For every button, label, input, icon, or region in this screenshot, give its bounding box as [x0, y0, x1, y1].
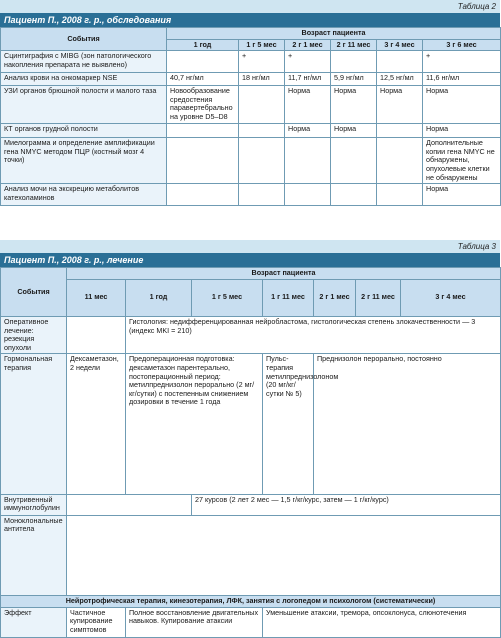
table-cell: 12,5 нг/мл	[377, 73, 423, 86]
table-cell	[377, 51, 423, 73]
table-cell	[331, 184, 377, 206]
table-cell	[67, 515, 501, 595]
table-cell: Норма	[377, 86, 423, 124]
table-cell: Пульс-терапия метилпреднизолоном (20 мг/кг/сутки № 5)	[263, 354, 314, 495]
col-header: 3 г 4 мес	[401, 279, 501, 316]
table-3-block	[0, 240, 500, 638]
table-row	[1, 86, 501, 124]
table-cell	[285, 184, 331, 206]
age-header: Возраст пациента	[167, 28, 501, 40]
table-cell: Норма	[331, 124, 377, 138]
table-cell: Норма	[331, 86, 377, 124]
table-cell: Норма	[423, 124, 501, 138]
col-header: 1 г 5 мес	[239, 39, 285, 51]
table-cell	[239, 86, 285, 124]
row-label: Анализ мочи на экскрецию метаболитов катехоламинов	[1, 184, 167, 206]
section-row	[1, 596, 501, 608]
table-cell: Дополнительные копии гена NMYC не обнаружены, опухолевые клетки не обнаружены	[423, 138, 501, 184]
table-cell	[167, 184, 239, 206]
table-2	[0, 27, 501, 206]
table-cell	[377, 138, 423, 184]
table-cell	[167, 124, 239, 138]
table-3-header-row-2	[1, 279, 501, 316]
age-header: Возраст пациента	[67, 268, 501, 280]
table-separator	[0, 230, 500, 240]
table-row	[1, 494, 501, 515]
col-header: 2 г 11 мес	[356, 279, 401, 316]
table-row	[1, 124, 501, 138]
section-header: Нейротрофическая терапия, кинезотерапия, ЛФК, занятия с логопедом и психологом (систематически)	[1, 596, 501, 608]
col-header: 3 г 6 мес	[423, 39, 501, 51]
table-3-header-row-1	[1, 268, 501, 280]
row-label: Анализ крови на онкомаркер NSE	[1, 73, 167, 86]
row-label: Миелограмма и определение амплификации гена NMYC методом ПЦР (костный мозг 4 точки)	[1, 138, 167, 184]
col-header: 2 г 1 мес	[314, 279, 356, 316]
table-row	[1, 51, 501, 73]
table-cell: Предоперационная подготовка: дексаметазон парентерально, постоперационный период: метилпреднизолон перорально (2 мг/кг/сутки) с постепенным снижением дозировки в течение 1 года	[126, 354, 263, 495]
table-row	[1, 184, 501, 206]
table-cell	[167, 51, 239, 73]
table-row	[1, 607, 501, 637]
table-cell: +	[423, 51, 501, 73]
table-row	[1, 73, 501, 86]
row-label: Эффект	[1, 607, 67, 637]
table-cell: Уменьшение атаксии, тремора, опсоклонуса, слюнотечения	[263, 607, 501, 637]
table-2-block	[0, 0, 500, 206]
table-cell: 18 нг/мл	[239, 73, 285, 86]
table-cell	[377, 124, 423, 138]
table-cell: Полное восстановление двигательных навыков. Купирование атаксии	[126, 607, 263, 637]
col-header: 1 г 11 мес	[263, 279, 314, 316]
table-cell: Преднизолон перорально, постоянно	[314, 354, 501, 495]
table-cell: 40,7 нг/мл	[167, 73, 239, 86]
row-label: Внутривенный иммуноглобулин	[1, 494, 67, 515]
row-label: Моноклональные антитела	[1, 515, 67, 595]
row-label: КТ органов грудной полости	[1, 124, 167, 138]
table-cell	[239, 124, 285, 138]
col-header: 1 год	[126, 279, 192, 316]
table-cell	[167, 138, 239, 184]
table-3-caption: Таблица 3	[0, 240, 500, 253]
table-cell	[239, 184, 285, 206]
col-header: 2 г 11 мес	[331, 39, 377, 51]
col-header: 2 г 1 мес	[285, 39, 331, 51]
row-label: УЗИ органов брюшной полости и малого таза	[1, 86, 167, 124]
row-label: Гормональная терапия	[1, 354, 67, 495]
table-cell: Частичное купирование симптомов	[67, 607, 126, 637]
table-cell	[377, 184, 423, 206]
table-cell	[67, 316, 126, 353]
table-cell: 5,9 нг/мл	[331, 73, 377, 86]
table-row	[1, 316, 501, 353]
table-cell	[331, 138, 377, 184]
table-row	[1, 354, 501, 495]
table-cell	[67, 494, 192, 515]
table-row	[1, 515, 501, 595]
table-cell: Дексаметазон, 2 недели	[67, 354, 126, 495]
table-2-caption: Таблица 2	[0, 0, 500, 13]
table-cell: 11,7 нг/мл	[285, 73, 331, 86]
table-2-title: Пациент П., 2008 г. р., обследования	[0, 13, 500, 27]
col-header: 1 год	[167, 39, 239, 51]
table-cell: Норма	[285, 86, 331, 124]
table-row	[1, 138, 501, 184]
row-label: Оперативное лечение: резекция опухоли	[1, 316, 67, 353]
table-cell	[285, 138, 331, 184]
table-cell: Новообразование средостения паравертебрально на уровне D5–D8	[167, 86, 239, 124]
col-header: 1 г 5 мес	[192, 279, 263, 316]
table-cell: +	[285, 51, 331, 73]
events-header: События	[1, 28, 167, 51]
table-cell	[239, 138, 285, 184]
table-3-title: Пациент П., 2008 г. р., лечение	[0, 253, 500, 267]
table-cell: 27 курсов (2 лет 2 мес — 1,5 г/кг/курс, затем — 1 г/кг/курс)	[192, 494, 501, 515]
table-cell: 11,6 нг/мл	[423, 73, 501, 86]
table-cell: Норма	[285, 124, 331, 138]
table-cell: Норма	[423, 86, 501, 124]
col-header: 3 г 4 мес	[377, 39, 423, 51]
table-2-header-row-1	[1, 28, 501, 40]
table-cell: Гистология: недифференцированная нейробластома, гистологическая степень злокачественности — 3 (индекс MKI = 210)	[126, 316, 501, 353]
table-cell: Норма	[423, 184, 501, 206]
row-label: Сцинтиграфия с MIBG (зон патологического накопления препарата не выявлено)	[1, 51, 167, 73]
table-cell: +	[239, 51, 285, 73]
events-header: События	[1, 268, 67, 317]
table-cell	[331, 51, 377, 73]
col-header: 11 мес	[67, 279, 126, 316]
table-3	[0, 267, 501, 638]
